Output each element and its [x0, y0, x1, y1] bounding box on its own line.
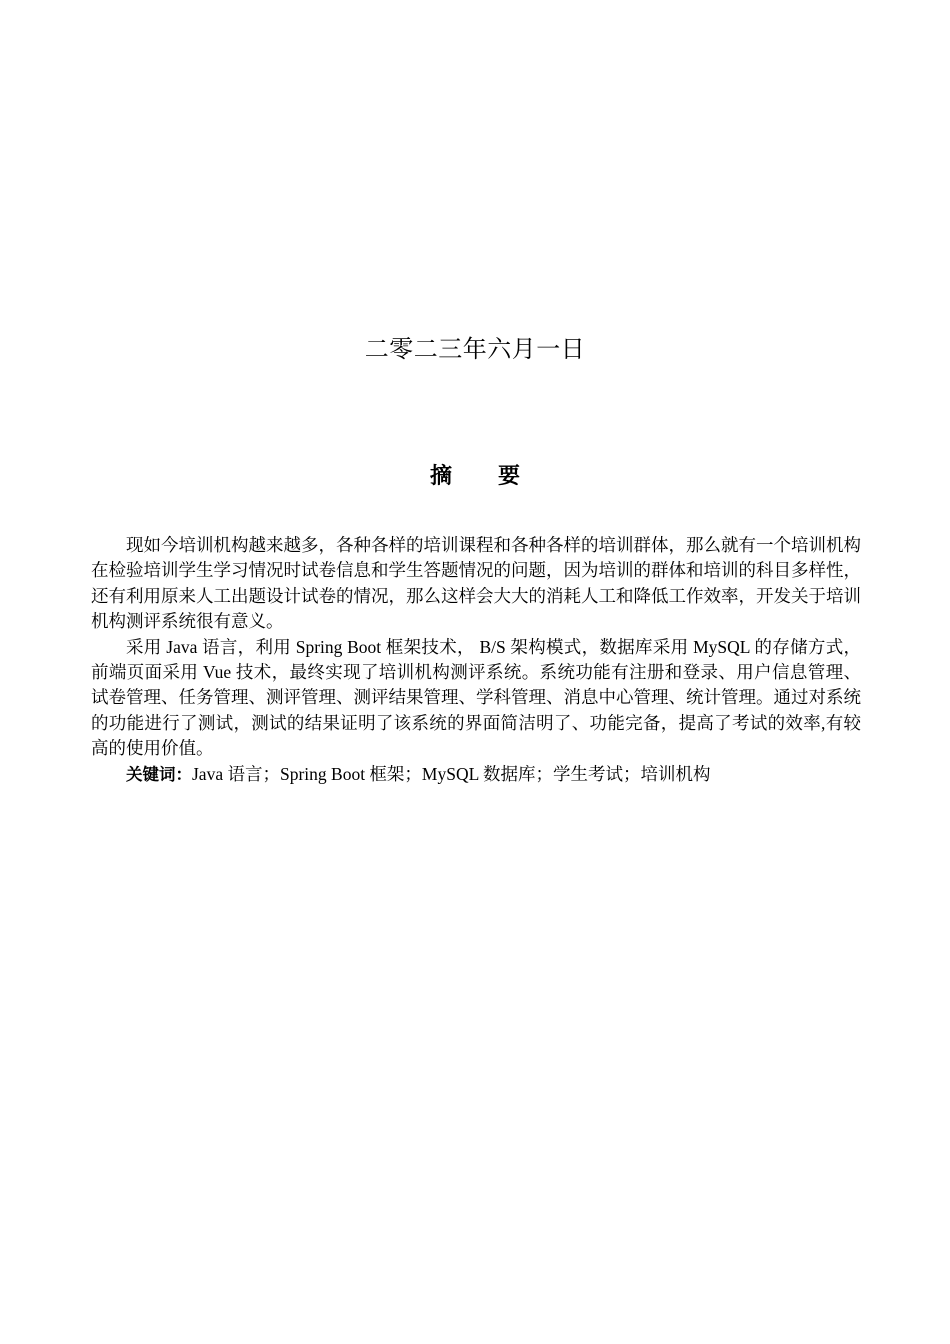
keywords-text: Java 语言；Spring Boot 框架；MySQL 数据库；学生考试；培训机构: [192, 763, 711, 784]
abstract-body: [91, 533, 861, 787]
keywords-label: 关键词：: [126, 764, 192, 784]
abstract-paragraph-2: 采用 Java 语言，利用 Spring Boot 框架技术， B/S 架构模式，数据库采用 MySQL 的存储方式，前端页面采用 Vue 技术，最终实现了培训机构测评系统。系统功能有注册和登录、用户信息管理、试卷管理、任务管理、测评管理、测评结果管理、学科管理、消息中心管理、统计管理。通过对系统的功能进行了测试，测试的结果证明了该系统的界面简洁明了、功能完备，提高了考试的效率,有较高的使用价值。: [91, 636, 861, 759]
abstract-heading-char-2: 要: [498, 464, 521, 489]
abstract-heading: [0, 462, 950, 492]
date-line: 二零二三年六月一日: [364, 337, 586, 363]
keywords-line: [91, 762, 861, 787]
abstract-paragraph-1: 现如今培训机构越来越多，各种各样的培训课程和各种各样的培训群体，那么就有一个培训机构在检验培训学生学习情况时试卷信息和学生答题情况的问题，因为培训的群体和培训的科目多样性，还有利用原来人工出题设计试卷的情况，那么这样会大大的消耗人工和降低工作效率，开发关于培训机构测评系统很有意义。: [91, 535, 861, 632]
abstract-heading-char-1: 摘: [429, 464, 452, 489]
